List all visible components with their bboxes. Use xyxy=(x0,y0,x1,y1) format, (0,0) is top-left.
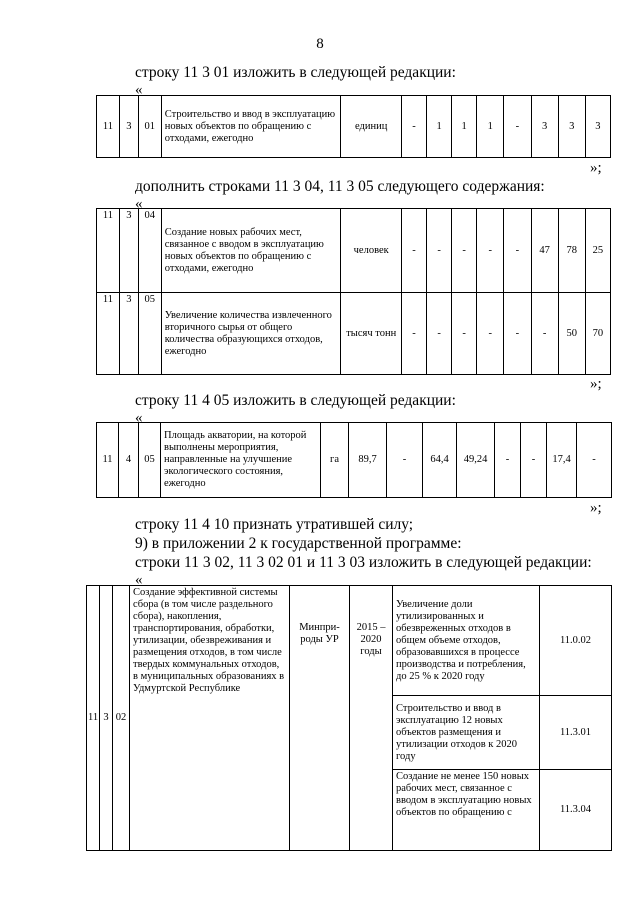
page-number: 8 xyxy=(316,36,324,52)
cell: 05 xyxy=(138,293,161,375)
unit: единиц xyxy=(341,96,402,158)
cell: 3 xyxy=(100,586,113,851)
measure-name: Создание эффективной системы сбора (в том числе раздельного сбора), накопления, транспортирования, обработки, утилизации, обезвреживания и размещения отходов, в том числе твердых коммунальных отходов, в муниципальных образованиях в Удмуртской Республике xyxy=(130,586,290,851)
cell: - xyxy=(521,423,547,498)
cell: 4 xyxy=(119,423,139,498)
instruction-line-6: строки 11 3 02, 11 3 02 01 и 11 3 03 изложить в следующей редакции: xyxy=(135,554,592,571)
cell: 70 xyxy=(585,293,610,375)
cell: - xyxy=(504,293,531,375)
table-rows-11-3-04-05 xyxy=(96,208,611,375)
indicator-name: Площадь акватории, на которой выполнены мероприятия, направленные на улучшение экологического состояния, ежегодно xyxy=(161,423,321,498)
cell: - xyxy=(387,423,423,498)
cell: 3 xyxy=(558,96,585,158)
cell: 11 xyxy=(97,209,120,293)
unit: га xyxy=(321,423,349,498)
instruction-line-3: строку 11 4 05 изложить в следующей редакции: xyxy=(135,392,456,409)
cell: 64,4 xyxy=(423,423,457,498)
instruction-line-5: 9) в приложении 2 к государственной программе: xyxy=(135,535,462,552)
cell: 05 xyxy=(139,423,161,498)
indicator-name: Строительство и ввод в эксплуатацию новых объектов по обращению с отходами, ежегодно xyxy=(161,96,341,158)
cell: 1 xyxy=(477,96,504,158)
instruction-line-2: дополнить строками 11 3 04, 11 3 05 следующего содержания: xyxy=(135,178,545,195)
cell: 25 xyxy=(585,209,610,293)
indicator-code: 11.0.02 xyxy=(540,586,612,696)
cell: - xyxy=(452,209,477,293)
open-quote: « xyxy=(135,572,143,588)
cell: 1 xyxy=(427,96,452,158)
cell: 11 xyxy=(97,423,119,498)
appendix-table xyxy=(86,585,612,851)
close-quote: »; xyxy=(590,376,602,392)
cell: - xyxy=(402,293,427,375)
open-quote: « xyxy=(135,82,143,98)
cell: - xyxy=(531,293,558,375)
open-quote: « xyxy=(135,410,143,426)
table-row-11-4-05 xyxy=(96,422,612,498)
cell: 17,4 xyxy=(547,423,577,498)
indicator-name: Создание новых рабочих мест, связанное с вводом в эксплуатацию новых объектов по обращению с отходами, ежегодно xyxy=(161,209,341,293)
cell: 3 xyxy=(531,96,558,158)
cell: - xyxy=(452,293,477,375)
cell: 47 xyxy=(531,209,558,293)
unit: человек xyxy=(341,209,402,293)
cell: 3 xyxy=(119,96,138,158)
cell: - xyxy=(495,423,521,498)
cell: - xyxy=(504,96,531,158)
instruction-line-1: строку 11 3 01 изложить в следующей редакции: xyxy=(135,64,456,81)
indicator-code: 11.3.04 xyxy=(540,770,612,851)
cell: 3 xyxy=(585,96,610,158)
period: 2015 – 2020 годы xyxy=(350,586,393,851)
cell: 50 xyxy=(558,293,585,375)
cell: - xyxy=(427,209,452,293)
expected-result: Увеличение доли утилизированных и обезвреженных отходов в общем объеме отходов, образовавшихся в процессе производства и потребления, до 25 % к 2020 году xyxy=(393,586,540,696)
cell: 3 xyxy=(119,209,138,293)
cell: - xyxy=(402,209,427,293)
table-row-11-3-01 xyxy=(96,95,611,158)
cell: - xyxy=(477,209,504,293)
cell: - xyxy=(427,293,452,375)
cell: 1 xyxy=(452,96,477,158)
cell: 04 xyxy=(138,209,161,293)
indicator-name: Увеличение количества извлеченного вторичного сырья от общего количества образующихся отходов, ежегодно xyxy=(161,293,341,375)
cell: 11 xyxy=(97,96,120,158)
close-quote: »; xyxy=(590,500,602,516)
open-quote: « xyxy=(135,196,143,212)
indicator-code: 11.3.01 xyxy=(540,696,612,770)
cell: 3 xyxy=(119,293,138,375)
cell: 02 xyxy=(113,586,130,851)
cell: 78 xyxy=(558,209,585,293)
unit: тысяч тонн xyxy=(341,293,402,375)
close-quote: »; xyxy=(590,160,602,176)
instruction-line-4: строку 11 4 10 признать утратившей силу; xyxy=(135,516,414,533)
cell: - xyxy=(577,423,612,498)
cell: - xyxy=(504,209,531,293)
expected-result: Создание не менее 150 новых рабочих мест, связанное с вводом в эксплуатацию новых объектов по обращению с xyxy=(393,770,540,851)
expected-result: Строительство и ввод в эксплуатацию 12 новых объектов размещения и утилизации отходов к 2020 году xyxy=(393,696,540,770)
executor: Минпри-роды УР xyxy=(290,586,350,851)
cell: 49,24 xyxy=(457,423,495,498)
cell: - xyxy=(402,96,427,158)
cell: 89,7 xyxy=(349,423,387,498)
cell: 11 xyxy=(87,586,100,851)
cell: - xyxy=(477,293,504,375)
cell: 01 xyxy=(138,96,161,158)
cell: 11 xyxy=(97,293,120,375)
